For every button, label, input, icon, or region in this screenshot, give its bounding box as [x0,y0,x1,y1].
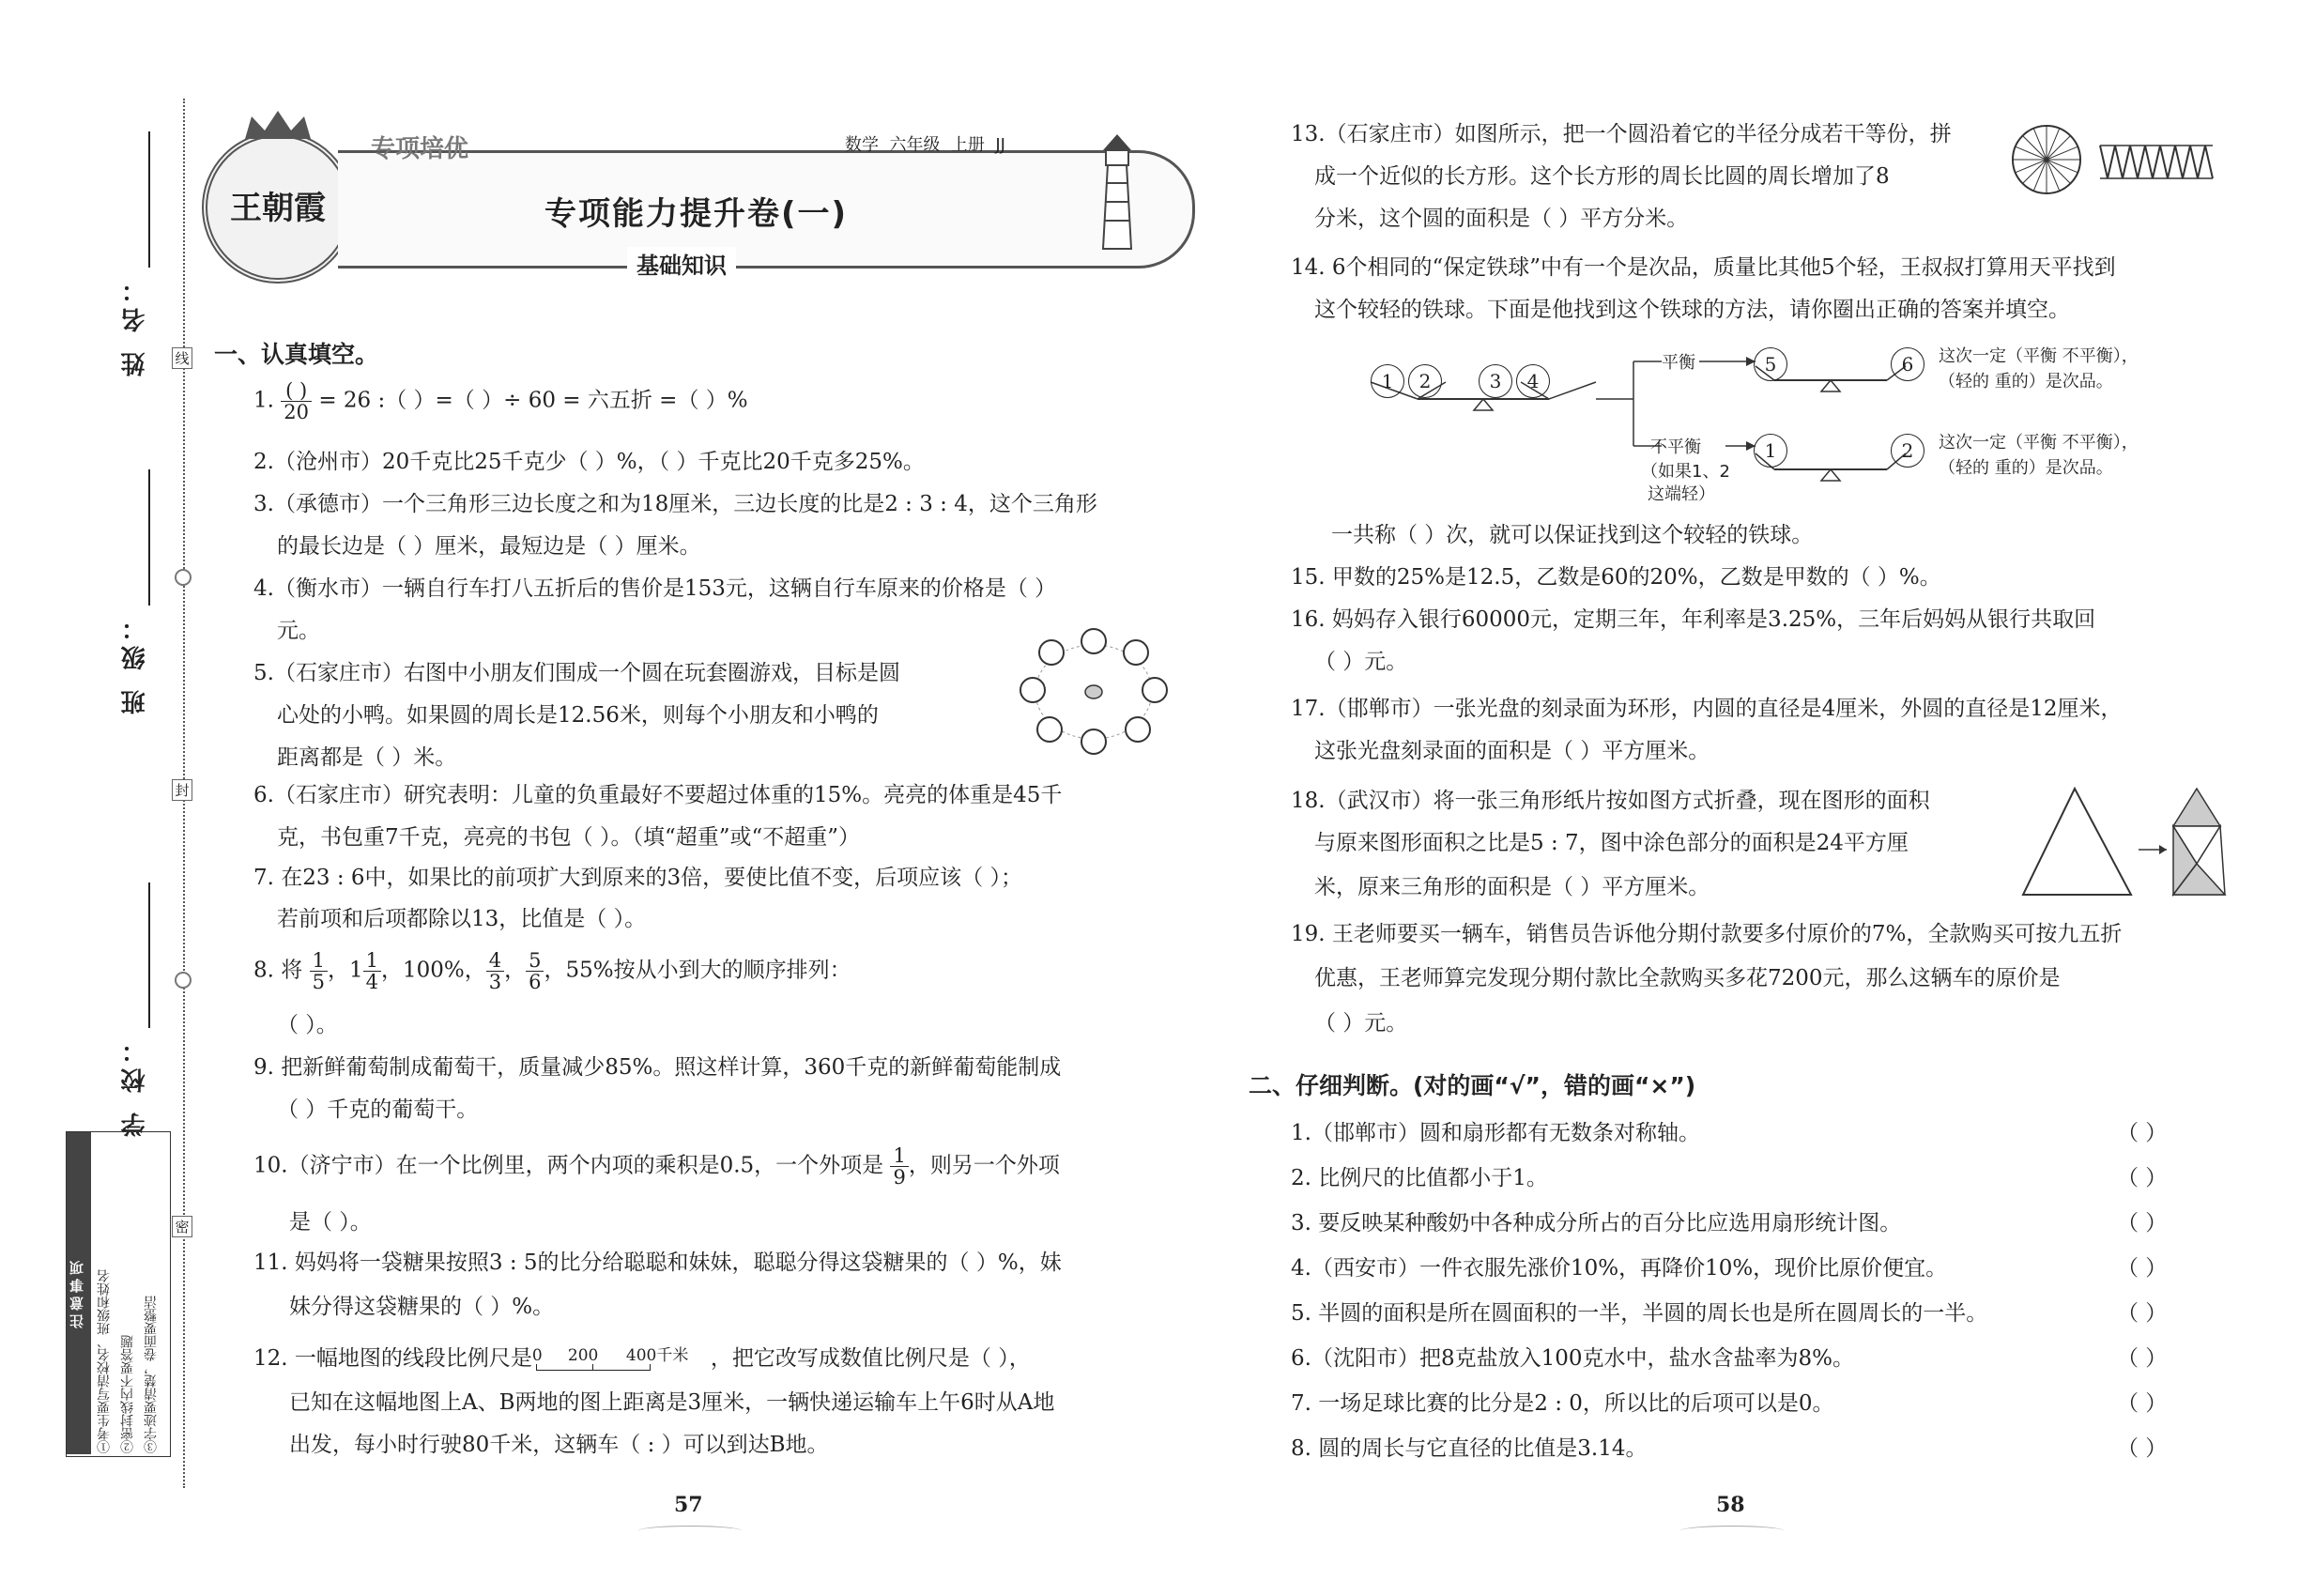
question-10-line1: 10.（济宁市）在一个比例里，两个内项的乘积是0.5，一个外项是 $\frac{1}{9}$ ，则另一个外项 [253,1144,1060,1189]
question-13-line3: 分米，这个圆的面积是（ ）平方分米。 [1314,207,1689,231]
page-number-left: 57 [674,1493,703,1517]
question-17-line1: 17.（邯郸市）一张光盘的刻录面为环形，内圆的直径是4厘米，外圆的直径是12厘米， [1291,697,2123,721]
branch-unbalanced-label: 不平衡 [1650,437,1701,457]
section-2-heading: 二、仔细判断。(对的画“√”，错的画“×”) [1249,1072,1696,1099]
notice-box [66,1131,171,1457]
header-meta: 数学 六年级 上册 JJ [845,135,1005,155]
binding-ring-icon [175,569,192,586]
q8-fraction: $\frac{4}{3}$ [486,950,504,992]
question-10-line2: 是（ ）。 [289,1210,372,1235]
judgment-1-answer[interactable]: （ ） [2117,1121,2168,1145]
question-3-line2: 的最长边是（ ）厘米，最短边是（ ）厘米。 [277,534,701,559]
question-17-line2: 这张光盘刻录面的面积是（ ）平方厘米。 [1314,739,1710,763]
judgment-4: 4.（西安市）一件衣服先涨价10%，再降价10%，现价比原价便宜。 [1291,1256,1948,1281]
q1-rest: = 26 :（ ）=（ ）÷ 60 = 六五折 =（ ）% [318,388,748,413]
branch-note-2: 这端轻） [1648,484,1715,504]
logo-crown-icon [245,111,311,139]
question-11-line1: 11. 妈妈将一袋糖果按照3 : 5的比分给聪聪和妹妹，聪聪分得这袋糖果的（ ）%，妹 [253,1251,1062,1275]
judgment-7: 7. 一场足球比赛的比分是2 : 0，所以比的后项可以是0。 [1291,1391,1834,1416]
judgment-8-answer[interactable]: （ ） [2117,1436,2168,1461]
question-19-line3: （ ）元。 [1314,1011,1408,1036]
question-12-line2: 已知在这幅地图上A、B两地的图上距离是3厘米，一辆快递运输车上午6时从A地 [289,1390,1055,1415]
ball-5: 5 [1754,347,1787,381]
upper-result-1: 这次一定（平衡 不平衡）， [1939,346,2139,366]
upper-result-2: （轻的 重的）是次品。 [1939,372,2113,391]
page-number-swoosh [638,1526,742,1536]
question-8-line1: 8. 将 $\frac{1}{5}$ ，1 $\frac{1}{4}$ ，100%， $\frac{4}{3}$ ， $\frac{5}{6}$ ，55%按从小到大的顺序排列： [253,949,851,993]
seal-mark-secret: 密 [172,1216,192,1237]
judgment-8: 8. 圆的周长与它直径的比值是3.14。 [1291,1436,1648,1461]
ball-1: 1 [1371,364,1404,398]
binding-ring-icon [175,972,192,989]
lower-result-2: （轻的 重的）是次品。 [1939,458,2113,478]
class-line [148,469,150,606]
question-15: 15. 甲数的25%是12.5，乙数是60的20%，乙数是甲数的（ ）%。 [1291,565,1941,590]
question-13-line1: 13.（石家庄市）如图所示，把一个圆沿着它的半径分成若干等份，拼 [1291,122,1952,146]
judgment-2-answer[interactable]: （ ） [2117,1166,2168,1190]
question-13-line2: 成一个近似的长方形。这个长方形的周长比圆的周长增加了8 [1314,164,1890,189]
judgment-5: 5. 半圆的面积是所在圆面积的一半，半圆的周长也是所在圆周长的一半。 [1291,1301,1988,1326]
question-3-line1: 3.（承德市）一个三角形三边长度之和为18厘米，三边长度的比是2 : 3 : 4，这个三角形 [253,492,1097,516]
question-14-line2: 这个较轻的铁球。下面是他找到这个铁球的方法，请你圈出正确的答案并填空。 [1314,298,2070,322]
page-title: 专项能力提升卷(一) [544,195,849,233]
name-line [148,131,150,268]
question-18-line1: 18.（武汉市）将一张三角形纸片按如图方式折叠，现在图形的面积 [1291,789,1930,813]
notice-item: ③字迹要清楚，卷面要整洁 [144,1296,159,1453]
header-tag: 专项培优 [371,135,469,163]
question-6-line1: 6.（石家庄市）研究表明：儿童的负重最好不要超过体重的15%。亮亮的体重是45千 [253,783,1063,807]
lower-result-1: 这次一定（平衡 不平衡）， [1939,433,2139,453]
question-6-line2: 克，书包重7千克，亮亮的书包（ ）。（填“超重”或“不超重”） [277,825,860,850]
question-8-line2: （ ）。 [277,1013,338,1037]
scale-bar: 0 200 400千米 [532,1343,711,1375]
class-label: 班 级： [121,610,149,715]
name-label: 姓 名： [121,272,149,377]
seal-mark-line: 线 [172,347,192,369]
judgment-7-answer[interactable]: （ ） [2117,1391,2168,1416]
q8-fraction: $\frac{1}{4}$ [363,950,381,992]
question-5-line1: 5.（石家庄市）右图中小朋友们围成一个圆在玩套圈游戏，目标是圆 [253,661,900,685]
question-9-line1: 9. 把新鲜葡萄制成葡萄干，质量减少85%。照这样计算，360千克的新鲜葡萄能制成 [253,1055,1062,1080]
notice-item: ②密封线内不要答题 [120,1335,135,1453]
q8-fraction: $\frac{1}{5}$ [310,950,328,992]
q1-number: 1. [253,388,274,413]
judgment-6: 6.（沈阳市）把8克盐放入100克水中，盐水含盐率为8%。 [1291,1346,1854,1371]
ball-1b: 1 [1754,434,1787,468]
question-7-line1: 7. 在23 : 6中，如果比的前项扩大到原来的3倍，要使比值不变，后项应该（ ）； [253,866,1022,890]
q1-fraction: $\frac{( )}{20}$ [281,380,312,422]
judgment-5-answer[interactable]: （ ） [2117,1301,2168,1326]
question-11-line2: 妹分得这袋糖果的（ ）%。 [289,1295,555,1319]
ball-6: 6 [1891,347,1924,381]
judgment-6-answer[interactable]: （ ） [2117,1346,2168,1371]
question-9-line2: （ ）千克的葡萄干。 [277,1097,479,1122]
school-label: 学 校： [121,1033,149,1138]
question-12-line1: 12. 一幅地图的线段比例尺是 0 200 400千米 ，把它改写成数值比例尺是（ ）， [253,1343,1031,1375]
seal-mark-seal: 封 [172,779,192,801]
judgment-4-answer[interactable]: （ ） [2117,1256,2168,1281]
question-7-line2: 若前项和后项都除以13，比值是（ ）。 [277,907,647,931]
question-18-line3: 米，原来三角形的面积是（ ）平方厘米。 [1314,875,1710,899]
question-16-line1: 16. 妈妈存入银行60000元，定期三年，年利率是3.25%，三年后妈妈从银行共取回 [1291,607,2096,632]
question-1 [253,380,748,422]
ball-3: 3 [1479,364,1512,398]
approx-rectangle-figure [2098,141,2216,183]
q8-fraction: $\frac{5}{6}$ [526,950,544,992]
ball-2b: 2 [1891,434,1924,468]
page-number-swoosh [1680,1526,1784,1536]
question-19-line2: 优惠，王老师算完发现分期付款比全款购买多花7200元，那么这辆车的原价是 [1314,966,2061,990]
question-5-line3: 距离都是（ ）米。 [277,745,457,770]
school-line [148,882,150,1028]
question-14-line3: 一共称（ ）次，就可以保证找到这个较轻的铁球。 [1331,523,1814,547]
ball-4: 4 [1516,364,1550,398]
judgment-2: 2. 比例尺的比值都小于1。 [1291,1166,1548,1190]
question-4-line2: 元。 [277,619,320,643]
question-4-line1: 4.（衡水市）一辆自行车打八五折后的售价是153元，这辆自行车原来的价格是（ ） [253,576,1057,601]
question-18-line2: 与原来图形面积之比是5 : 7，图中涂色部分的面积是24平方厘 [1314,831,1909,855]
page-number-right: 58 [1716,1493,1745,1517]
question-12-line3: 出发，每小时行驶80千米，这辆车（ : ）可以到达B地。 [289,1433,829,1457]
branch-note-1: （如果1、2 [1641,462,1730,482]
ball-2: 2 [1408,364,1442,398]
judgment-3: 3. 要反映某种酸奶中各种成分所占的百分比应选用扇形统计图。 [1291,1211,1902,1235]
lighthouse-icon [1080,127,1155,258]
notice-title: 注意事项 [67,1132,91,1454]
question-5-line2: 心处的小鸭。如果圆的周长是12.56米，则每个小朋友和小鸭的 [277,703,879,728]
brand-logo [202,131,354,284]
question-2: 2.（沧州市）20千克比25千克少（ ）%，（ ）千克比20千克多25%。 [253,450,925,474]
kids-circle-illustration [1014,624,1173,756]
triangle-fold-figure [2018,784,2230,901]
branch-balanced-label: 平衡 [1662,353,1695,373]
q10-fraction: $\frac{1}{9}$ [890,1145,908,1188]
question-19-line1: 19. 王老师要买一辆车，销售员告诉他分期付款要多付原价的7%，全款购买可按九五折 [1291,922,2123,946]
judgment-1: 1.（邯郸市）圆和扇形都有无数条对称轴。 [1291,1121,1700,1145]
notice-item: ①考生要写清校名、班级和姓名 [97,1269,112,1453]
judgment-3-answer[interactable]: （ ） [2117,1211,2168,1235]
section-1-heading: 一、认真填空。 [214,341,379,368]
logo-text: 王朝霞 [230,190,326,227]
page-subtitle: 基础知识 [627,247,736,280]
question-14-line1: 14. 6个相同的“保定铁球”中有一个是次品，质量比其他5个轻，王叔叔打算用天平找到 [1291,255,2116,280]
question-16-line2: （ ）元。 [1314,650,1408,674]
circle-sectors-figure [2009,122,2084,197]
